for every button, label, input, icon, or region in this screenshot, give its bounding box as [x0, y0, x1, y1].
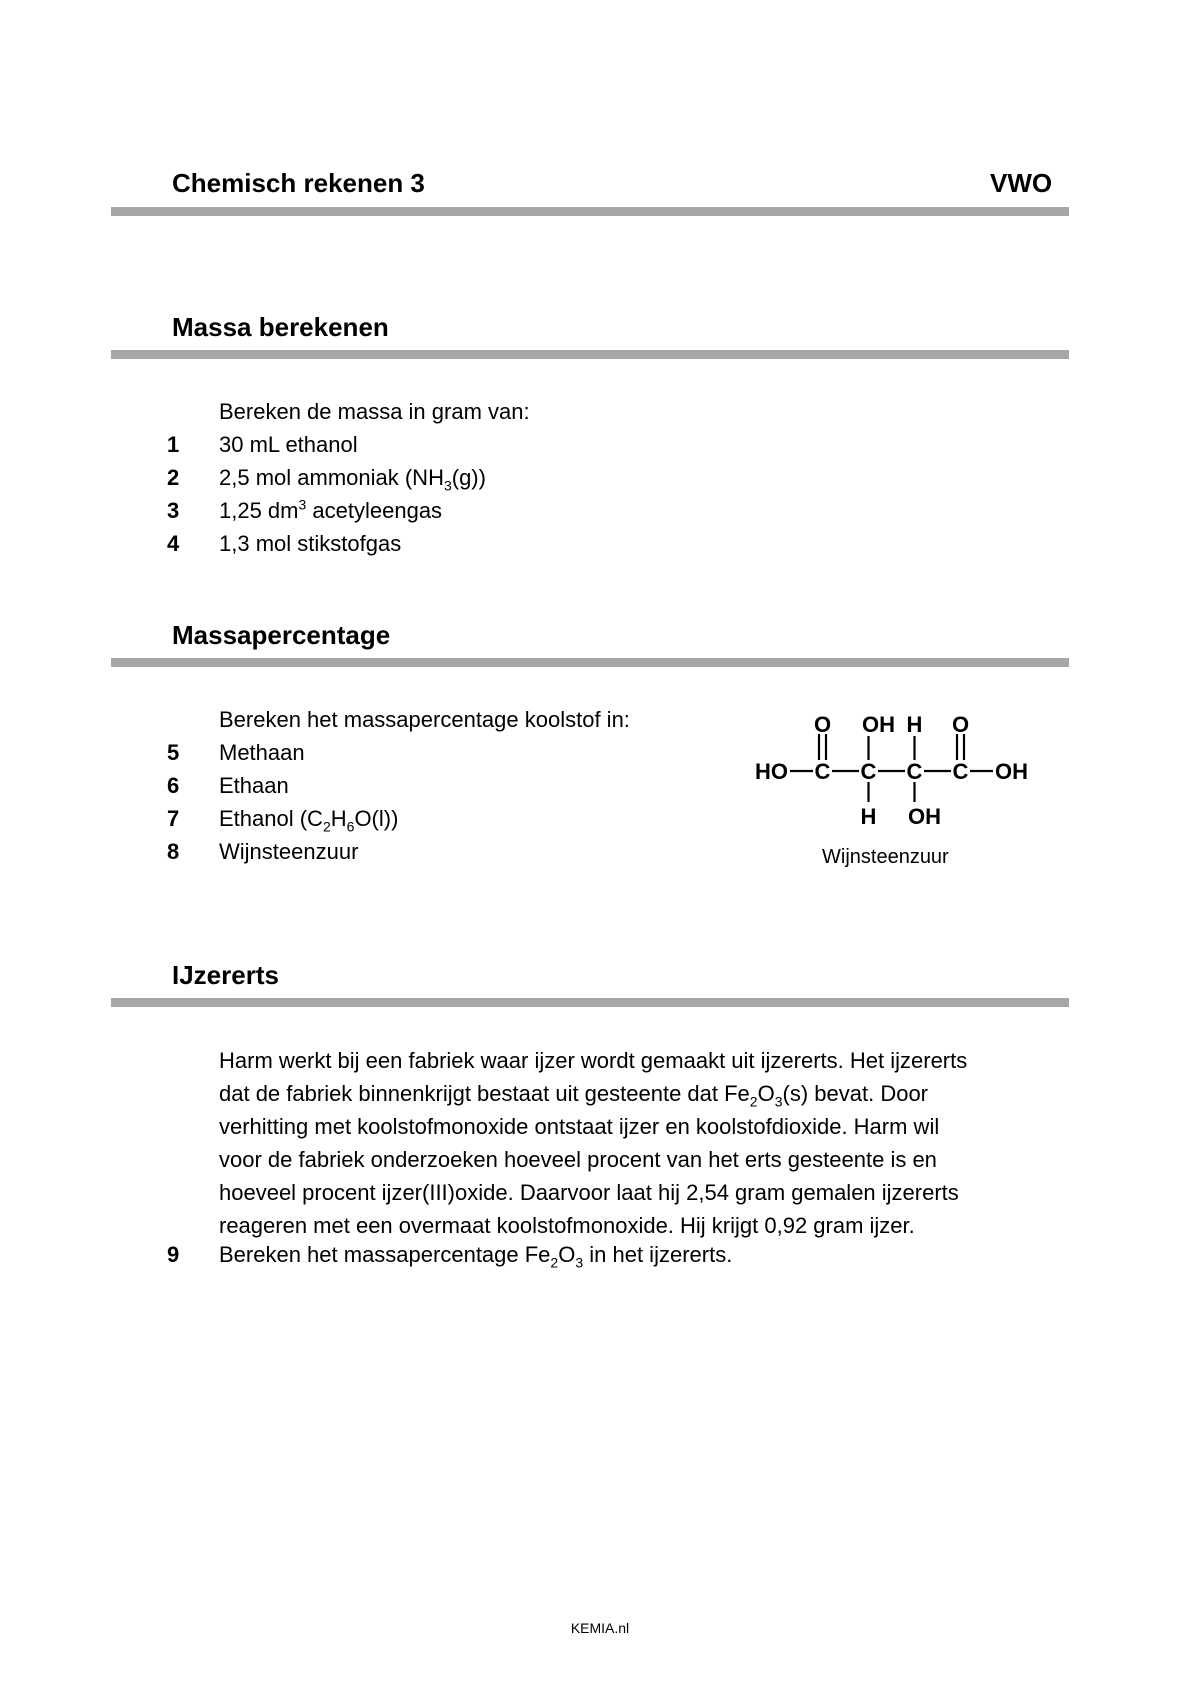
question-number: 2: [167, 465, 180, 490]
atom-label: OH: [862, 712, 895, 737]
section-rule-massapercentage: [111, 658, 1069, 667]
section-title-ijzererts: IJzererts: [172, 960, 279, 990]
header-rule: [111, 207, 1069, 216]
question-text: Ethaan: [219, 773, 289, 798]
atom-label: C: [952, 759, 969, 784]
atom-label: HO: [755, 759, 788, 784]
atom-label: O: [813, 712, 832, 737]
atom-label: C: [860, 759, 877, 784]
massa-intro: Bereken de massa in gram van:: [219, 399, 530, 424]
wijnsteenzuur-structure: [740, 700, 1060, 830]
atom-label: OH: [908, 804, 941, 829]
atom-label: C: [814, 759, 831, 784]
question-number: 9: [167, 1242, 180, 1267]
question-number: 7: [167, 806, 180, 831]
question-text: Bereken het massapercentage $Fe_2O_3$ in het ijzererts.: [219, 1242, 733, 1271]
atom-label: OH: [995, 759, 1028, 784]
atom-label: O: [951, 712, 970, 737]
section-title-massa: Massa berekenen: [172, 312, 389, 342]
atom-label: H: [906, 712, 923, 737]
question-number: 1: [167, 432, 180, 457]
section-rule-massa: [111, 350, 1069, 359]
paragraph-line: dat de fabriek binnenkrijgt bestaat uit gesteente dat $Fe_2O_3(s)$ bevat. Door: [219, 1081, 929, 1110]
ijzererts-paragraph: [219, 1044, 1059, 1242]
paragraph-line: hoeveel procent ijzer(III)oxide. Daarvoor laat hij 2,54 gram gemalen ijzererts: [219, 1180, 959, 1205]
question-number: 8: [167, 839, 180, 864]
section-rule-ijzererts: [111, 998, 1069, 1007]
question-text: 1,3 mol stikstofgas: [219, 531, 402, 556]
question-number: 6: [167, 773, 180, 798]
paragraph-line: verhitting met koolstofmonoxide ontstaat ijzer en koolstofdioxide. Harm wil: [219, 1114, 940, 1139]
footer-text: KEMIA.nl: [570, 1620, 630, 1636]
question-number: 4: [167, 531, 180, 556]
atom-label: C: [906, 759, 923, 784]
question-text: Methaan: [219, 740, 305, 765]
question-number: 5: [167, 740, 180, 765]
question-text: Wijnsteenzuur: [219, 839, 359, 864]
question-text: 2,5 mol ammoniak $(NH_3(g))$: [219, 465, 486, 494]
question-number: 3: [167, 498, 180, 523]
page-title: Chemisch rekenen 3: [172, 168, 425, 198]
paragraph-line: voor de fabriek onderzoeken hoeveel procent van het erts gesteente is en: [219, 1147, 937, 1172]
paragraph-line: Harm werkt bij een fabriek waar ijzer wordt gemaakt uit ijzererts. Het ijzererts: [219, 1048, 968, 1073]
massapercentage-intro: Bereken het massapercentage koolstof in:: [219, 707, 630, 732]
section-title-massapercentage: Massapercentage: [172, 620, 391, 650]
question-text: Ethanol $(C_2H_6O(l))$: [219, 806, 399, 835]
question-text: 30 mL ethanol: [219, 432, 358, 457]
level-label: VWO: [990, 168, 1053, 198]
structure-caption: Wijnsteenzuur: [822, 846, 949, 868]
question-text: 1,25 $dm^3$ acetyleengas: [219, 496, 443, 523]
atom-label: H: [860, 804, 877, 829]
paragraph-line: reageren met een overmaat koolstofmonoxide. Hij krijgt 0,92 gram ijzer.: [219, 1213, 915, 1238]
